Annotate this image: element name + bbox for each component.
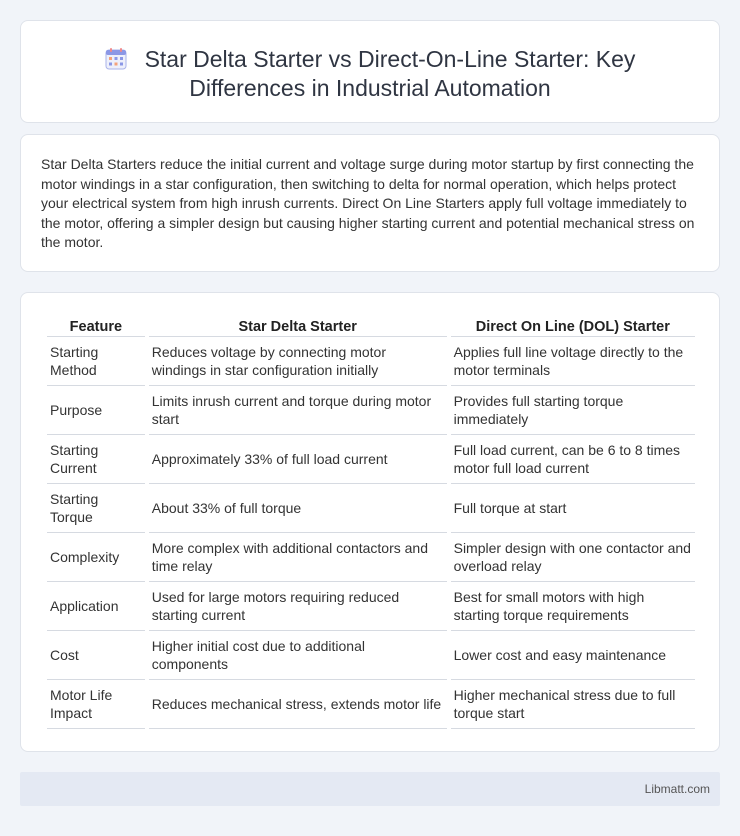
page-title xyxy=(21,45,719,103)
feature-cell: Starting Torque xyxy=(47,484,145,533)
footer-site-link[interactable]: Libmatt.com xyxy=(644,782,710,796)
star-delta-cell: More complex with additional contactors and time relay xyxy=(149,533,447,582)
summary-card xyxy=(20,134,720,272)
feature-cell: Application xyxy=(47,582,145,631)
summary-paragraph: Star Delta Starters reduce the initial current and voltage surge during motor startup by first connecting the motor windings in a star configuration, then switching to delta for normal operation, which helps protect your electrical system from high inrush currents. Direct On Line Starters apply full voltage immediately to the motor, offering a simpler design but causing higher starting current and potential mechanical stress on the motor. xyxy=(41,156,695,251)
table-row xyxy=(47,533,695,582)
title-card xyxy=(20,20,720,123)
dol-cell: Provides full starting torque immediately xyxy=(451,386,695,435)
table-row xyxy=(47,386,695,435)
table-row xyxy=(47,337,695,386)
star-delta-cell: Approximately 33% of full load current xyxy=(149,435,447,484)
column-header-dol: Direct On Line (DOL) Starter xyxy=(451,313,695,337)
star-delta-cell: Higher initial cost due to additional components xyxy=(149,631,447,680)
table-row xyxy=(47,631,695,680)
table-row xyxy=(47,680,695,729)
feature-cell: Starting Method xyxy=(47,337,145,386)
star-delta-cell: Reduces mechanical stress, extends motor life xyxy=(149,680,447,729)
dol-cell: Full torque at start xyxy=(451,484,695,533)
feature-cell: Purpose xyxy=(47,386,145,435)
dol-cell: Applies full line voltage directly to the motor terminals xyxy=(451,337,695,386)
column-header-feature: Feature xyxy=(47,313,145,337)
star-delta-cell: Limits inrush current and torque during motor start xyxy=(149,386,447,435)
star-delta-cell: About 33% of full torque xyxy=(149,484,447,533)
dol-cell: Full load current, can be 6 to 8 times motor full load current xyxy=(451,435,695,484)
dol-cell: Lower cost and easy maintenance xyxy=(451,631,695,680)
star-delta-cell: Reduces voltage by connecting motor windings in star configuration initially xyxy=(149,337,447,386)
dol-cell: Best for small motors with high starting torque requirements xyxy=(451,582,695,631)
feature-cell: Complexity xyxy=(47,533,145,582)
feature-cell: Cost xyxy=(47,631,145,680)
table-row xyxy=(47,435,695,484)
table-row xyxy=(47,582,695,631)
footer-bar xyxy=(20,772,720,806)
table-header-row xyxy=(47,313,695,337)
title-text: Star Delta Starter vs Direct-On-Line Starter: Key Differences in Industrial Automation xyxy=(144,46,636,101)
comparison-card xyxy=(20,292,720,752)
feature-cell: Starting Current xyxy=(47,435,145,484)
comparison-table xyxy=(43,313,699,729)
column-header-star-delta: Star Delta Starter xyxy=(149,313,447,337)
calendar-grid-icon xyxy=(105,48,127,70)
star-delta-cell: Used for large motors requiring reduced starting current xyxy=(149,582,447,631)
table-row xyxy=(47,484,695,533)
feature-cell: Motor Life Impact xyxy=(47,680,145,729)
dol-cell: Higher mechanical stress due to full torque start xyxy=(451,680,695,729)
dol-cell: Simpler design with one contactor and overload relay xyxy=(451,533,695,582)
